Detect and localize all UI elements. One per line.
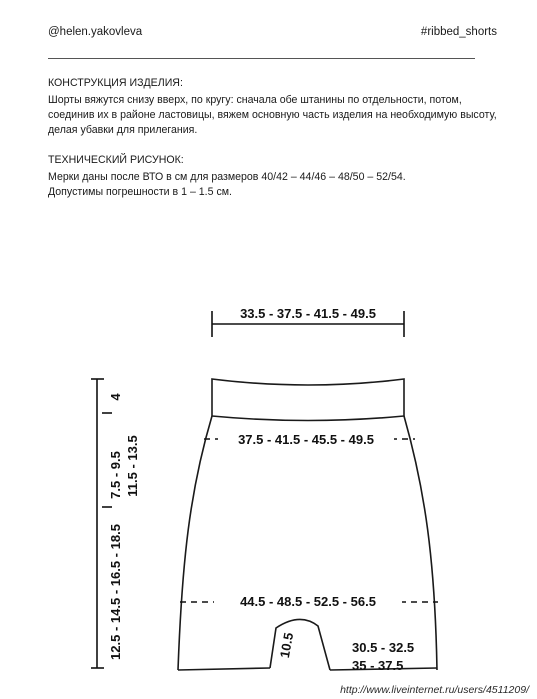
watermark-url: http://www.liveinternet.ru/users/4511209/ bbox=[340, 684, 529, 696]
waistband-width-label: 33.5 - 37.5 - 41.5 - 49.5 bbox=[240, 306, 376, 321]
measurements-note: Мерки даны после ВТО в см для размеров 40/42 – 44/46 – 48/50 – 52/54. bbox=[48, 171, 406, 183]
left-side-seam bbox=[178, 416, 212, 670]
left-leg-hem bbox=[178, 668, 270, 670]
leg-width-label-a: 30.5 - 32.5 bbox=[352, 640, 415, 655]
crotch-height-label: 10.5 bbox=[276, 631, 297, 659]
hip-width-label: 37.5 - 41.5 - 45.5 - 49.5 bbox=[238, 432, 374, 447]
waistband-height-label: 4 bbox=[108, 393, 123, 401]
bottom-width-label: 44.5 - 48.5 - 52.5 - 56.5 bbox=[240, 594, 376, 609]
construction-title: КОНСТРУКЦИЯ ИЗДЕЛИЯ: bbox=[48, 77, 183, 89]
tolerance-note: Допустимы погрешности в 1 – 1.5 см. bbox=[48, 186, 232, 198]
right-side-seam bbox=[404, 416, 437, 670]
lower-height-label: 12.5 - 14.5 - 16.5 - 18.5 bbox=[108, 524, 123, 660]
upper-height-label-b: 11.5 - 13.5 bbox=[125, 435, 140, 497]
technical-drawing-title: ТЕХНИЧЕСКИЙ РИСУНОК: bbox=[48, 154, 184, 166]
waistband-shape bbox=[212, 379, 404, 421]
construction-description: Шорты вяжутся снизу вверх, по кругу: сначала обе штанины по отдельности, потом, соединив их в районе ластовицы, вяжем основную часть изделия на необходимую высоту, делая убавки для прилегания. bbox=[48, 94, 497, 136]
leg-width-label-b: 35 - 37.5 bbox=[352, 658, 404, 673]
author-handle: @helen.yakovleva bbox=[48, 26, 143, 38]
upper-height-label-a: 7.5 - 9.5 bbox=[108, 451, 123, 499]
hashtag: #ribbed_shorts bbox=[420, 26, 497, 38]
shorts-outline bbox=[178, 379, 437, 670]
